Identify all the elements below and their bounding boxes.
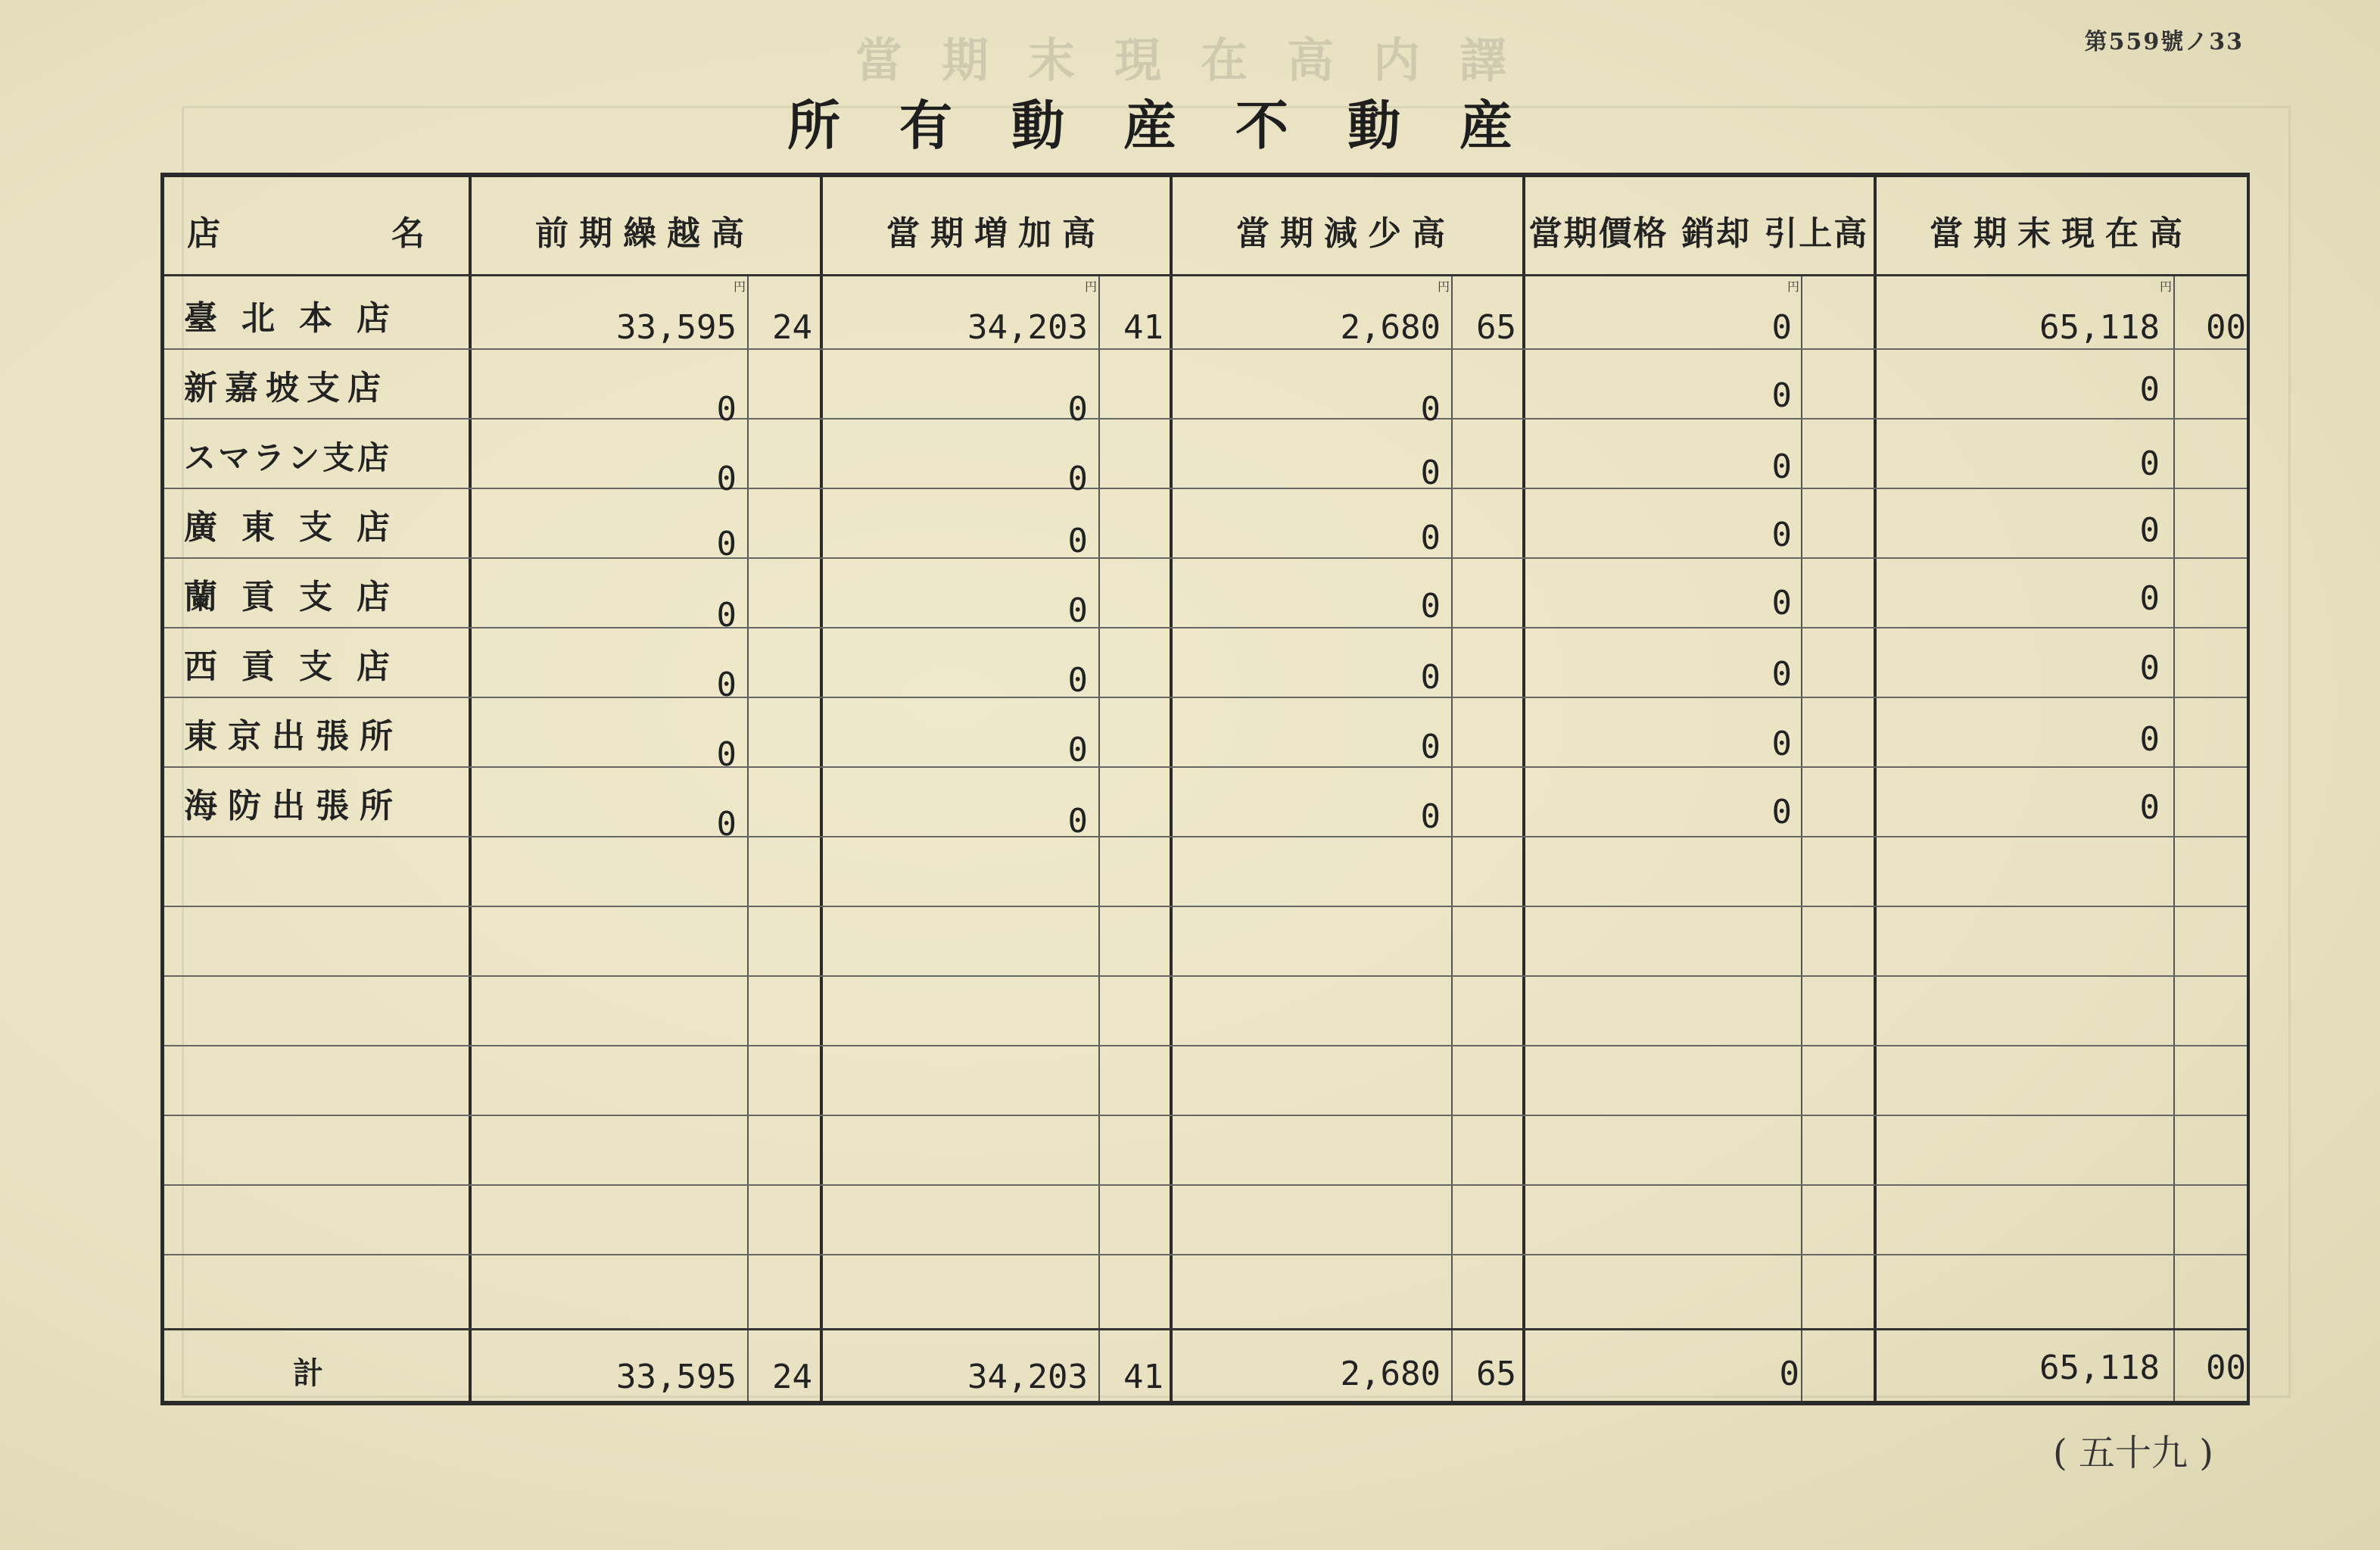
cell-prior-yen: 0 — [716, 805, 737, 844]
store-name: 蘭貢支店 — [184, 578, 414, 616]
store-name: 新嘉坡支店 — [184, 369, 388, 407]
store-name: スマラン支店 — [184, 439, 393, 476]
total-decrease-sen: 65 — [1476, 1355, 1516, 1393]
cell-end-sen: 00 — [2206, 308, 2246, 347]
bleed-through-title: 當期末現在高内譯 — [855, 33, 1547, 88]
cell-writedown-yen: 0 — [1771, 655, 1792, 694]
cell-prior-sen: 24 — [772, 308, 812, 347]
header-store-name-label-a: 店 — [187, 214, 220, 253]
cell-writedown-yen: 0 — [1771, 516, 1792, 554]
document-reference-number: 第559號ノ33 — [2084, 29, 2244, 55]
page-title: 所有動産不動産 — [787, 94, 1572, 157]
cell-decrease-yen: 0 — [1420, 728, 1441, 766]
yen-unit-mark: 円 — [1787, 279, 1800, 294]
sen-divider — [747, 274, 749, 1401]
cell-end-yen: 0 — [2139, 788, 2160, 827]
cell-increase-sen: 41 — [1123, 308, 1164, 347]
header-store-name — [187, 207, 437, 260]
sen-divider — [1801, 274, 1802, 1401]
sen-divider — [2173, 274, 2175, 1401]
cell-writedown-yen: 0 — [1771, 793, 1792, 831]
total-rule — [164, 1328, 2247, 1330]
column-divider — [1522, 177, 1525, 1401]
handwritten-note: ( 五十九 ) — [2053, 1432, 2213, 1474]
row-rule — [164, 1115, 2247, 1116]
total-writedown-yen: 0 — [1779, 1355, 1799, 1393]
cell-increase-yen: 0 — [1067, 591, 1088, 630]
header-store-name-label-b: 名 — [391, 214, 425, 253]
yen-unit-mark: 円 — [2160, 279, 2173, 294]
total-label: 計 — [293, 1355, 323, 1391]
store-name: 東京出張所 — [184, 717, 403, 756]
cell-increase-yen: 0 — [1067, 731, 1088, 769]
cell-increase-yen: 0 — [1067, 661, 1088, 700]
cell-decrease-yen: 0 — [1420, 454, 1441, 492]
total-end-sen: 00 — [2206, 1349, 2246, 1387]
cell-decrease-yen: 0 — [1420, 587, 1441, 625]
cell-writedown-yen: 0 — [1771, 308, 1792, 347]
sen-divider — [1098, 274, 1100, 1401]
total-prior-sen: 24 — [772, 1358, 812, 1396]
yen-unit-mark: 円 — [734, 279, 746, 294]
cell-prior-yen: 0 — [716, 390, 737, 429]
total-decrease-yen: 2,680 — [1340, 1355, 1441, 1393]
cell-prior-yen: 0 — [716, 735, 737, 774]
cell-writedown-yen: 0 — [1771, 725, 1792, 763]
cell-increase-yen: 34,203 — [967, 308, 1088, 347]
cell-decrease-yen: 0 — [1420, 658, 1441, 697]
total-increase-sen: 41 — [1123, 1358, 1164, 1396]
cell-prior-yen: 0 — [716, 596, 737, 635]
ledger-table — [160, 173, 2250, 1405]
cell-increase-yen: 0 — [1067, 460, 1088, 498]
cell-prior-yen: 0 — [716, 460, 737, 498]
cell-end-yen: 65,118 — [2039, 308, 2160, 347]
header-rule — [164, 274, 2247, 276]
row-rule — [164, 1254, 2247, 1255]
yen-unit-mark: 円 — [1085, 279, 1098, 294]
cell-increase-yen: 0 — [1067, 390, 1088, 429]
store-name: 西貢支店 — [184, 647, 414, 686]
column-divider — [820, 177, 823, 1401]
store-name: 臺北本店 — [184, 299, 414, 338]
column-divider — [469, 177, 472, 1401]
sen-divider — [1451, 274, 1453, 1401]
cell-end-yen: 0 — [2139, 579, 2160, 618]
header-prior-carryover: 前期繰越高 — [535, 214, 755, 253]
column-divider — [1170, 177, 1173, 1401]
cell-writedown-yen: 0 — [1771, 584, 1792, 622]
cell-decrease-yen: 2,680 — [1340, 308, 1441, 347]
cell-end-yen: 0 — [2139, 720, 2160, 759]
cell-increase-yen: 0 — [1067, 802, 1088, 840]
total-prior-yen: 33,595 — [616, 1358, 737, 1396]
header-price-writedown: 當期價格 銷却 引上高 — [1528, 214, 1869, 253]
total-increase-yen: 34,203 — [967, 1358, 1088, 1396]
row-rule — [164, 1045, 2247, 1046]
cell-decrease-sen: 65 — [1476, 308, 1516, 347]
cell-writedown-yen: 0 — [1771, 448, 1792, 486]
cell-prior-yen: 33,595 — [616, 308, 737, 347]
row-rule — [164, 906, 2247, 907]
cell-prior-yen: 0 — [716, 666, 737, 704]
header-period-decrease: 當期減少高 — [1236, 214, 1456, 253]
store-name: 海防出張所 — [184, 787, 403, 825]
cell-writedown-yen: 0 — [1771, 376, 1792, 415]
total-end-yen: 65,118 — [2039, 1349, 2160, 1387]
cell-prior-yen: 0 — [716, 525, 737, 563]
cell-end-yen: 0 — [2139, 511, 2160, 550]
cell-end-yen: 0 — [2139, 370, 2160, 409]
row-rule — [164, 975, 2247, 977]
cell-decrease-yen: 0 — [1420, 519, 1441, 557]
cell-increase-yen: 0 — [1067, 522, 1088, 560]
store-name: 廣東支店 — [184, 508, 414, 547]
header-period-end-balance: 當期末現在高 — [1930, 214, 2193, 253]
cell-end-yen: 0 — [2139, 649, 2160, 688]
cell-decrease-yen: 0 — [1420, 797, 1441, 836]
cell-end-yen: 0 — [2139, 444, 2160, 483]
column-divider — [1874, 177, 1877, 1401]
header-period-increase: 當期増加高 — [886, 214, 1106, 253]
yen-unit-mark: 円 — [1438, 279, 1450, 294]
row-rule — [164, 1184, 2247, 1186]
cell-decrease-yen: 0 — [1420, 390, 1441, 429]
